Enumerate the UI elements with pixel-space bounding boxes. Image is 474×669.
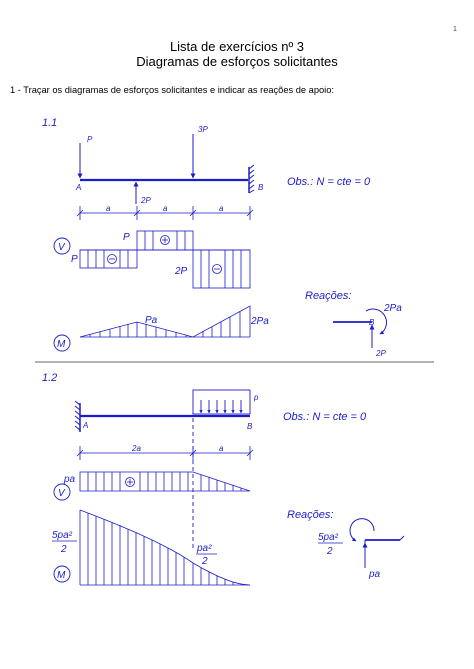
support-b-label: B [247,422,253,431]
page-title: Lista de exercícios nº 3 [169,39,305,54]
shear-value-label: pa [64,474,76,485]
moment-symbol: M [57,339,66,350]
reaction-force-label: 2P [376,349,386,358]
reaction-point-label: B [369,318,375,327]
shear-symbol: V [58,242,65,253]
reactions-title: Reações: [287,509,334,521]
moment-mid-numerator: pa² [197,543,212,554]
exercise-instruction: 1 - Traçar os diagramas de esforços solicitantes e indicar as reações de apoio: [10,85,335,95]
obs-note: Obs.: N = cte = 0 [283,411,367,423]
dim-label-2: a [163,204,168,213]
exercise-number: 1.2 [42,372,58,384]
moment-right-label: 2Pa [251,316,269,327]
moment-left-label: Pa [145,315,158,326]
shear-left-label: P [71,254,78,265]
reaction-moment-numerator: 5pa² [318,532,339,543]
dim-label-1: 2a [132,444,141,453]
dist-load-label: p [254,393,259,402]
reaction-moment-denominator: 2 [327,546,333,557]
dim-label-1: a [106,204,111,213]
moment-left-denominator: 2 [61,544,67,555]
shear-right-label: 2P [175,266,188,277]
moment-mid-denominator: 2 [202,556,208,567]
shear-diagram [80,472,250,491]
exercise-number: 1.1 [42,117,58,129]
moment-diagram [80,510,250,585]
support-a-label: A [76,183,82,192]
moment-diagram [80,306,250,337]
page-number: 1 [453,26,457,33]
fixed-support-b [249,165,254,193]
distributed-load [193,390,250,414]
moment-left-numerator: 5pa² [52,530,73,541]
load-left-label: P [87,135,93,144]
dim-label-2: a [219,444,224,453]
exercise-1-1 [42,117,402,358]
reaction-sketch [350,519,404,568]
page-subtitle: Diagramas de esforços solicitantes [136,54,338,69]
support-b-label: B [258,183,264,192]
load-right-label: 3P [198,125,208,134]
reaction-moment-label: 2Pa [384,303,402,314]
reaction-mid-label: 2P [141,196,151,205]
obs-note: Obs.: N = cte = 0 [287,176,371,188]
shear-symbol: V [58,488,65,499]
dim-label-3: a [219,204,224,213]
exercise-1-2 [42,372,404,585]
reaction-force-label: pa [369,569,381,580]
reaction-sketch [333,309,386,348]
fixed-support-a [75,401,80,432]
shear-diagram [80,231,250,288]
support-a-label: A [83,421,89,430]
dimension-line [77,446,253,460]
shear-top-label: P [123,232,130,243]
reactions-title: Reações: [305,290,352,302]
moment-symbol: M [57,570,66,581]
